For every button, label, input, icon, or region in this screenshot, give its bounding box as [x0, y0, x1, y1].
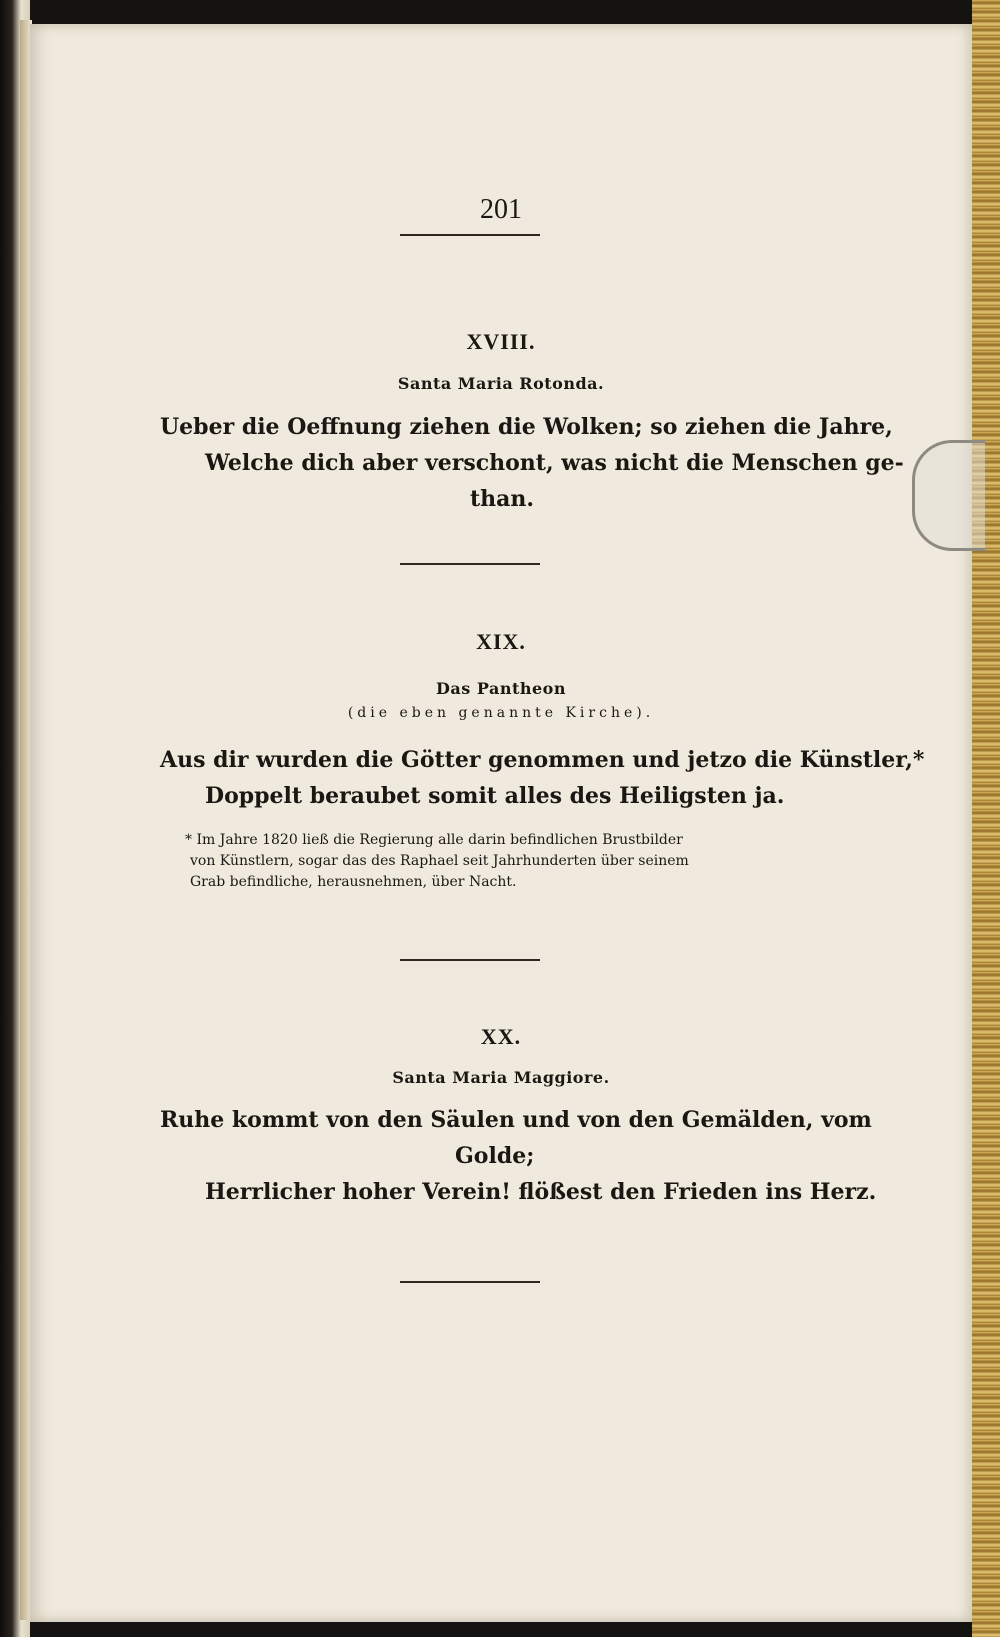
- verse-line: Welche dich aber verschont, was nicht die Menschen ge-: [205, 450, 904, 476]
- footer-rule: [400, 1281, 540, 1283]
- verse-line: Golde;: [455, 1143, 535, 1169]
- footnote-line: von Künstlern, sogar das des Raphael seit Jahrhunderten über seinem: [190, 853, 689, 869]
- section-title-xviii: Santa Maria Rotonda.: [397, 374, 605, 393]
- section-numeral-xx: XX.: [480, 1024, 522, 1049]
- section-title-xx: Santa Maria Maggiore.: [392, 1068, 610, 1087]
- verse-line: Aus dir wurden die Götter genommen und jetzo die Künstler,*: [160, 747, 925, 773]
- verse-line: Doppelt beraubet somit alles des Heiligsten ja.: [205, 783, 785, 809]
- footnote-line: Grab befindliche, herausnehmen, über Nacht.: [190, 874, 517, 890]
- verse-line: than.: [470, 486, 535, 512]
- section-subtitle-xix: (die eben genannte Kirche).: [347, 705, 655, 721]
- section-numeral-xviii: XVIII.: [466, 329, 536, 354]
- section-divider: [400, 959, 540, 961]
- book-page: [30, 24, 972, 1622]
- section-title-xix: Das Pantheon: [436, 679, 566, 698]
- footnote-line: * Im Jahre 1820 ließ die Regierung alle darin befindlichen Brustbilder: [185, 832, 683, 848]
- header-rule: [400, 234, 540, 236]
- page-content: [30, 24, 972, 1622]
- verse-line: Ruhe kommt von den Säulen und von den Gemälden, vom: [160, 1107, 872, 1133]
- verse-line: Ueber die Oeffnung ziehen die Wolken; so ziehen die Jahre,: [160, 414, 893, 440]
- section-divider: [400, 563, 540, 565]
- section-numeral-xix: XIX.: [476, 629, 526, 654]
- verse-line: Herrlicher hoher Verein! flößest den Frieden ins Herz.: [205, 1179, 877, 1205]
- page-clip: [912, 440, 985, 551]
- gilt-page-edges: [972, 0, 1000, 1637]
- page-number: 201: [480, 194, 522, 225]
